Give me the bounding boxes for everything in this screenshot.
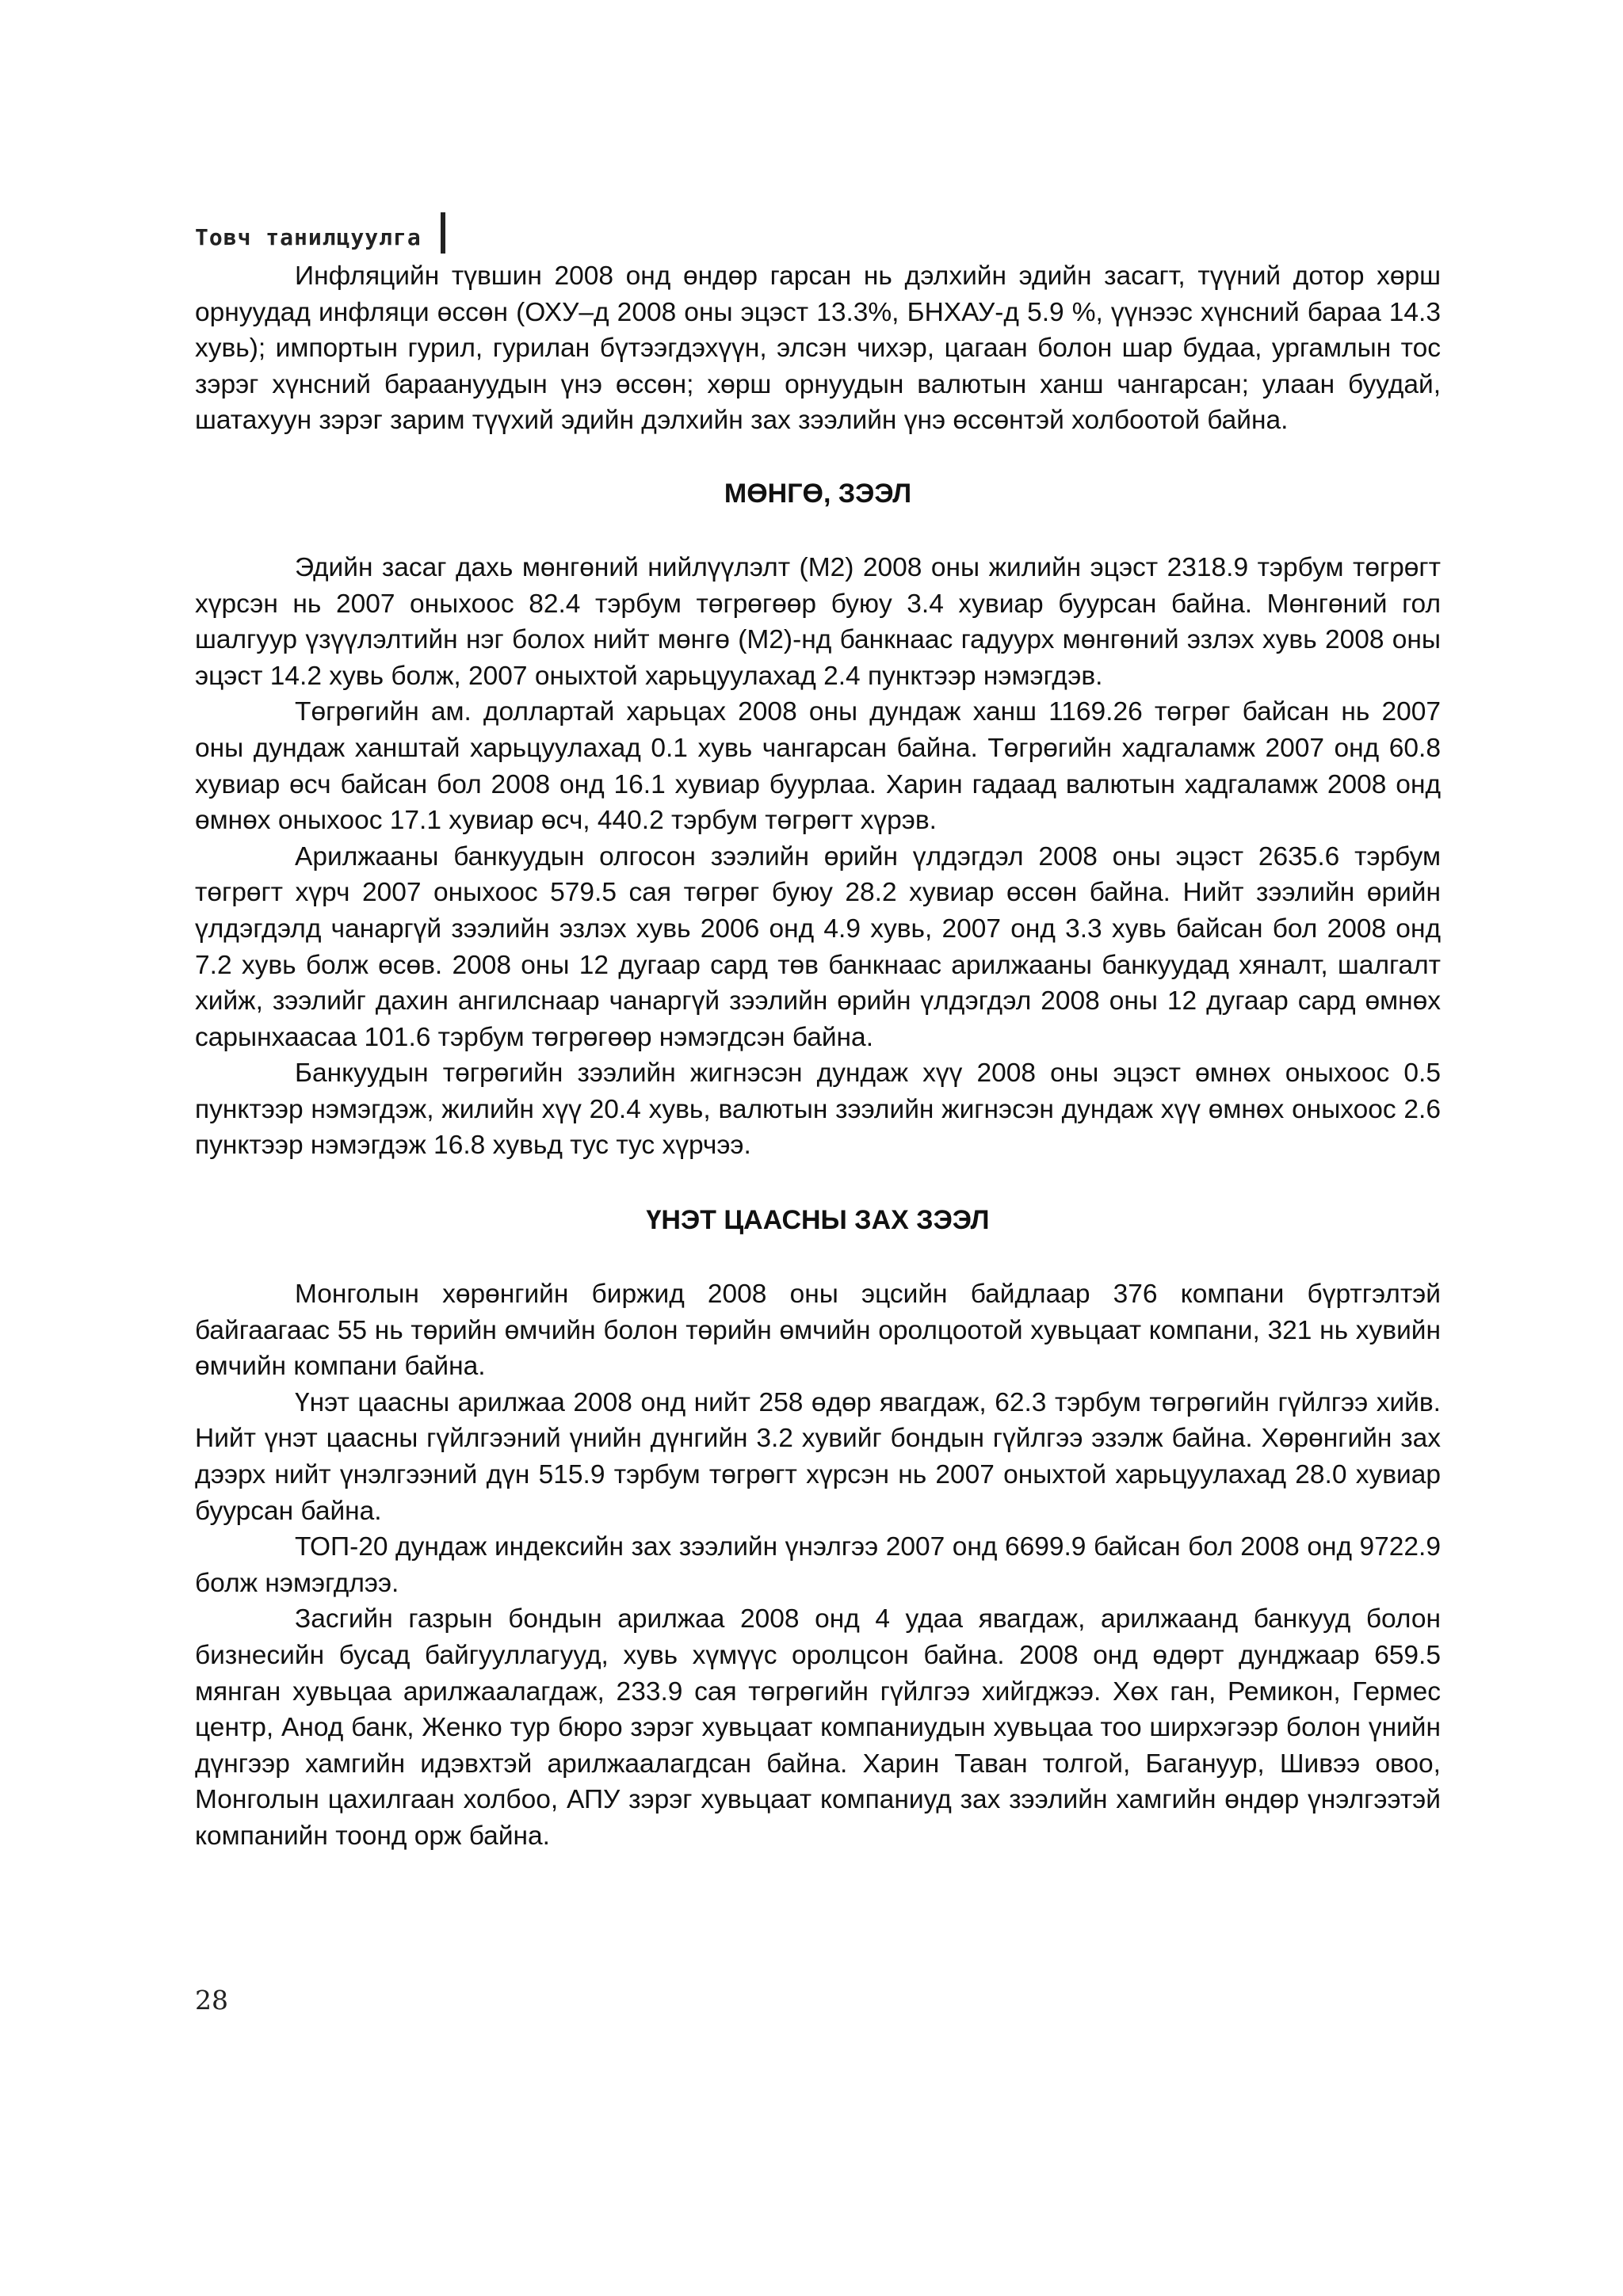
paragraph: Төгрөгийн ам. доллартай харьцах 2008 оны дундаж ханш 1169.26 төгрөг байсан нь 2007 оны дундаж ханштай харьцуулахад 0.1 хувь чангарсан байна. Төгрөгийн хадгаламж 2007 онд 60.8 хувиар өсч байсан бол 2008 онд 16.1 хувиар буурлаа. Харин гадаад валютын хадгаламж 2008 онд өмнөх оныхоос 17.1 хувиар өсч, 440.2 тэрбум төгрөгт хүрэв. bbox=[195, 697, 1441, 836]
section-heading-securities-market: ҮНЭТ ЦААСНЫ ЗАХ ЗЭЭЛ bbox=[646, 1205, 990, 1236]
paragraph: ТОП-20 дундаж индексийн зах зээлийн үнэлгээ 2007 онд 6699.9 байсан бол 2008 онд 9722.9 болж нэмэгдлээ. bbox=[195, 1532, 1441, 1598]
paragraph: Банкуудын төгрөгийн зээлийн жигнэсэн дундаж хүү 2008 оны эцэст өмнөх оныхоос 0.5 пунктээр нэмэгдэж, жилийн хүү 20.4 хувь, валютын зээлийн жигнэсэн дундаж хүү өмнөх оныхоос 2.6 пунктээр нэмэгдэж 16.8 хувьд тус тус хүрчээ. bbox=[195, 1058, 1441, 1161]
page-number: 28 bbox=[195, 1985, 228, 2016]
paragraph: Үнэт цаасны арилжаа 2008 онд нийт 258 өдөр явагдаж, 62.3 тэрбум төгрөгийн гүйлгээ хийв. Нийт үнэт цаасны гүйлгээний үнийн дүнгийн 3.2 хувийг бондын гүйлгээ эзэлж байна. Хөрөнгийн зах дээрх нийт үнэлгээний дүн 515.9 тэрбум төгрөгт хүрсэн нь 2007 оныхтой харьцуулахад 28.0 хувиар буурсан байна. bbox=[195, 1387, 1441, 1526]
header-divider-bar bbox=[441, 212, 445, 254]
paragraph: Арилжааны банкуудын олгосон зээлийн өрийн үлдэгдэл 2008 оны эцэст 2635.6 тэрбум төгрөгт хүрч 2007 оныхоос 579.5 сая төгрөг буюу 28.2 хувиар өссөн байна. Нийт зээлийн өрийн үлдэгдэлд чанаргүй зээлийн эзлэх хувь 2006 онд 4.9 хувь, 2007 онд 3.3 хувь байсан бол 2008 онд 7.2 хувь болж өсөв. 2008 оны 12 дугаар сард төв банкнаас арилжааны банкуудад хяналт, шалгалт хийж, зээлийг дахин ангилснаар чанаргүй зээлийн өрийн үлдэгдэл 2008 оны 12 дугаар сард өмнөх сарынхаасаа 101.6 тэрбум төгрөгөөр нэмэгдсэн байна. bbox=[195, 841, 1441, 1052]
running-header-title: Товч танилцуулга bbox=[195, 223, 422, 250]
intro-paragraph: Инфляцийн түвшин 2008 онд өндөр гарсан нь дэлхийн эдийн засагт, түүний дотор хөрш орнуудад инфляци өссөн (ОХУ–д 2008 оны эцэст 13.3%, БНХАУ-д 5.9 %, үүнээс хүнсний бараа 14.3 хувь); импортын гурил, гурилан бүтээгдэхүүн, элсэн чихэр, цагаан болон шар будаа, ургамлын тос зэрэг хүнсний бараануудын үнэ өссөн; хөрш орнуудын валютын ханш чангарсан; улаан буудай, шатахуун зэрэг зарим түүхий эдийн дэлхийн зах зээлийн үнэ өссөнтэй холбоотой байна. bbox=[195, 261, 1441, 436]
document-page bbox=[195, 212, 1441, 1855]
section-heading-money-credit: МӨНГӨ, ЗЭЭЛ bbox=[724, 478, 912, 509]
paragraph: Эдийн засаг дахь мөнгөний нийлүүлэлт (М2) 2008 оны жилийн эцэст 2318.9 тэрбум төгрөгт хүрсэн нь 2007 оныхоос 82.4 тэрбум төгрөгөөр буюу 3.4 хувиар буурсан байна. Мөнгөний гол шалгуур үзүүлэлтийн нэг болох нийт мөнгө (М2)-нд банкнаас гадуурх мөнгөний эзлэх хувь 2008 оны эцэст 14.2 хувь болж, 2007 оныхтой харьцуулахад 2.4 пунктээр нэмэгдэв. bbox=[195, 552, 1441, 691]
paragraph: Монголын хөрөнгийн биржид 2008 оны эцсийн байдлаар 376 компани бүртгэлтэй байгаагаас 55 нь төрийн өмчийн болон төрийн өмчийн оролцоотой хувьцаат компани, 321 нь хувийн өмчийн компани байна. bbox=[195, 1280, 1441, 1382]
running-header bbox=[195, 212, 1441, 261]
paragraph: Засгийн газрын бондын арилжаа 2008 онд 4 удаа явагдаж, арилжаанд банкууд болон бизнесийн бусад байгууллагууд, хувь хүмүүс оролцсон байна. 2008 онд өдөрт дунджаар 659.5 мянган хувьцаа арилжаалагдаж, 233.9 сая төгрөгийн гүйлгээ хийгджээ. Хөх ган, Ремикон, Гермес центр, Анод банк, Женко тур бюро зэрэг хувьцаат компаниудын хувьцаа тоо ширхэгээр болон үнийн дүнгээр хамгийн идэвхтэй арилжаалагдсан байна. Харин Таван толгой, Багануур, Шивээ овоо, Монголын цахилгаан холбоо, АПУ зэрэг хувьцаат компаниуд зах зээлийн хамгийн өндөр үнэлгээтэй компанийн тоонд орж байна. bbox=[195, 1604, 1441, 1851]
